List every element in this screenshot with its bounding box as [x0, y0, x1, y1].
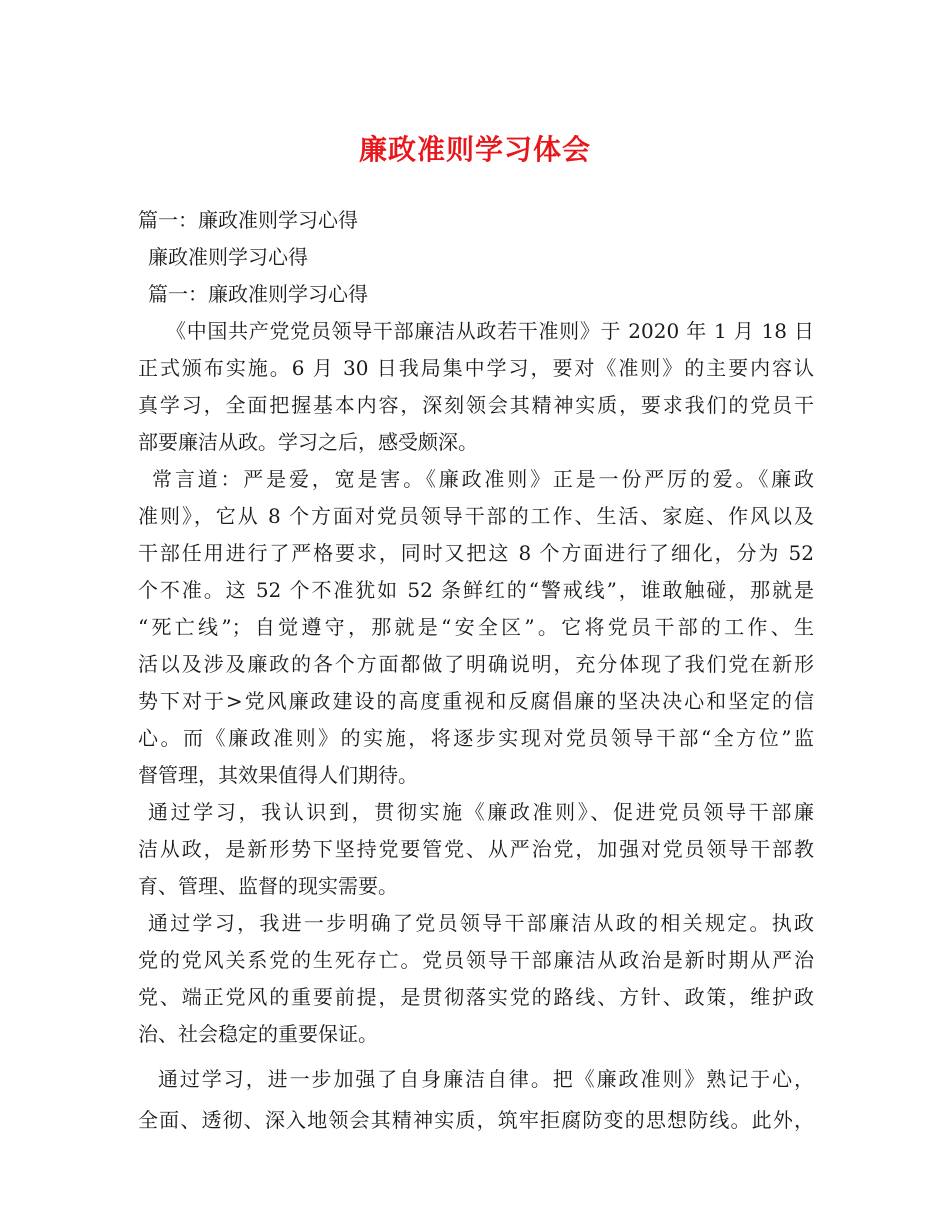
text-line: 廉政准则学习心得 [148, 245, 308, 269]
text-line: 正式颁布实施。6 月 30 日我局集中学习，要对《准则》的主要内容认 [138, 356, 814, 380]
text-line: 干部任用进行了严格要求，同时又把这 8 个方面进行了细化，分为 52 [138, 541, 814, 565]
text-line: 活以及涉及廉政的各个方面都做了明确说明，充分体现了我们党在新形 [138, 652, 814, 676]
text-line: 治、社会稳定的重要保证。 [138, 1022, 378, 1046]
text-line: 篇一：廉政准则学习心得 [138, 208, 358, 232]
text-line: 真学习，全面把握基本内容，深刻领会其精神实质，要求我们的党员干 [138, 393, 814, 417]
text-line: 全面、透彻、深入地领会其精神实质，筑牢拒腐防变的思想防线。此外， [138, 1108, 814, 1132]
text-line: 常言道：严是爱，宽是害。《廉政准则》正是一份严厉的爱。《廉政 [152, 467, 814, 491]
text-line: 篇一：廉政准则学习心得 [148, 282, 368, 306]
text-line: 个不准。这 52 个不准犹如 52 条鲜红的“警戒线”，谁敢触碰，那就是 [138, 578, 814, 602]
document-body [138, 202, 814, 1139]
text-line: 《中国共产党党员领导干部廉洁从政若干准则》于 2020 年 1 月 18 日 [166, 319, 814, 343]
text-line: 势下对于>党风廉政建设的高度重视和反腐倡廉的坚决决心和坚定的信 [138, 689, 814, 713]
text-line: “死亡线”；自觉遵守，那就是“安全区”。它将党员干部的工作、生 [138, 615, 814, 639]
text-line: 通过学习，我进一步明确了党员领导干部廉洁从政的相关规定。执政 [148, 911, 814, 935]
text-line: 党的党风关系党的生死存亡。党员领导干部廉洁从政治是新时期从严治 [138, 948, 814, 972]
text-line: 洁从政，是新形势下坚持党要管党、从严治党，加强对党员领导干部教 [138, 837, 814, 861]
text-line: 督管理，其效果值得人们期待。 [138, 763, 418, 787]
text-line: 准则》，它从 8 个方面对党员领导干部的工作、生活、家庭、作风以及 [138, 504, 814, 528]
text-line: 党、端正党风的重要前提，是贯彻落实党的路线、方针、政策，维护政 [138, 985, 814, 1009]
text-line: 通过学习，进一步加强了自身廉洁自律。把《廉政准则》熟记于心， [158, 1067, 814, 1091]
text-line: 心。而《廉政准则》的实施，将逐步实现对党员领导干部“全方位”监 [138, 726, 814, 750]
text-line: 部要廉洁从政。学习之后，感受颇深。 [138, 430, 478, 454]
text-line: 通过学习，我认识到，贯彻实施《廉政准则》、促进党员领导干部廉 [148, 800, 814, 824]
document-title: 廉政准则学习体会 [358, 133, 591, 166]
text-line: 育、管理、监督的现实需要。 [138, 874, 398, 898]
